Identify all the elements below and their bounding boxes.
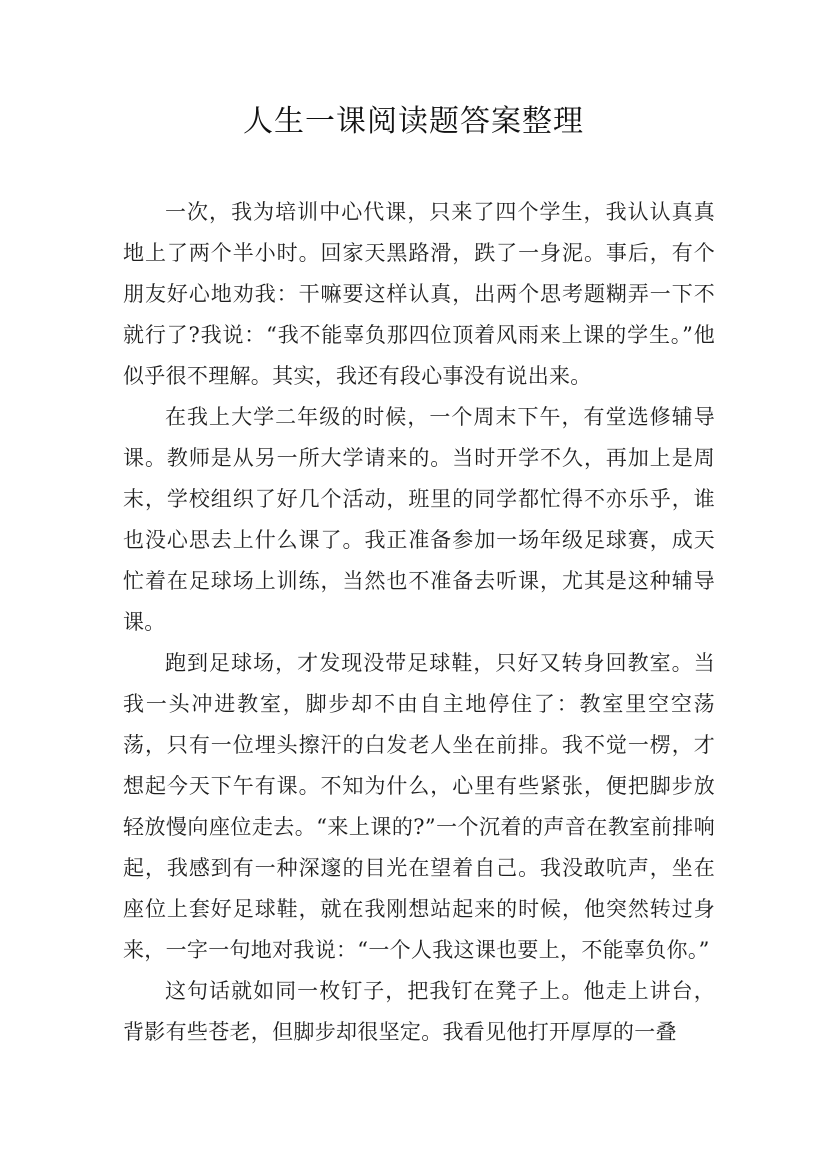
document-title: 人生一课阅读题答案整理 — [243, 104, 584, 139]
paragraph-1: 一次，我为培训中心代课，只来了四个学生，我认认真真地上了两个半小时。回家天黑路滑，跌了一身泥。事后，有个朋友好心地劝我：干嘛要这样认真，出两个思考题糊弄一下不就行了?我说：“我不能辜负那四位顶着风雨来上课的学生。”他似乎很不理解。其实，我还有段心事没有说出来。 — [123, 200, 715, 388]
document-body — [123, 192, 715, 1053]
paragraph-4: 这句话就如同一枚钉子，把我钉在凳子上。他走上讲台，背影有些苍老，但脚步却很坚定。我看见他打开厚厚的一叠 — [123, 979, 715, 1044]
paragraph-2: 在我上大学二年级的时候，一个周末下午，有堂选修辅导课。教师是从另一所大学请来的。当时开学不久，再加上是周末，学校组织了好几个活动，班里的同学都忙得不亦乐乎，谁也没心思去上什么课了。我正准备参加一场年级足球赛，成天忙着在足球场上训练，当然也不准备去听课，尤其是这种辅导课。 — [123, 405, 715, 634]
paragraph-3: 跑到足球场，才发现没带足球鞋，只好又转身回教室。当我一头冲进教室，脚步却不由自主地停住了：教室里空空荡荡，只有一位埋头擦汗的白发老人坐在前排。我不觉一楞，才想起今天下午有课。不知为什么，心里有些紧张，便把脚步放轻放慢向座位走去。“来上课的?”一个沉着的声音在教室前排响起，我感到有一种深邃的目光在望着自己。我没敢吭声，坐在座位上套好足球鞋，就在我刚想站起来的时候，他突然转过身来，一字一句地对我说：“一个人我这课也要上，不能辜负你。” — [123, 651, 715, 962]
